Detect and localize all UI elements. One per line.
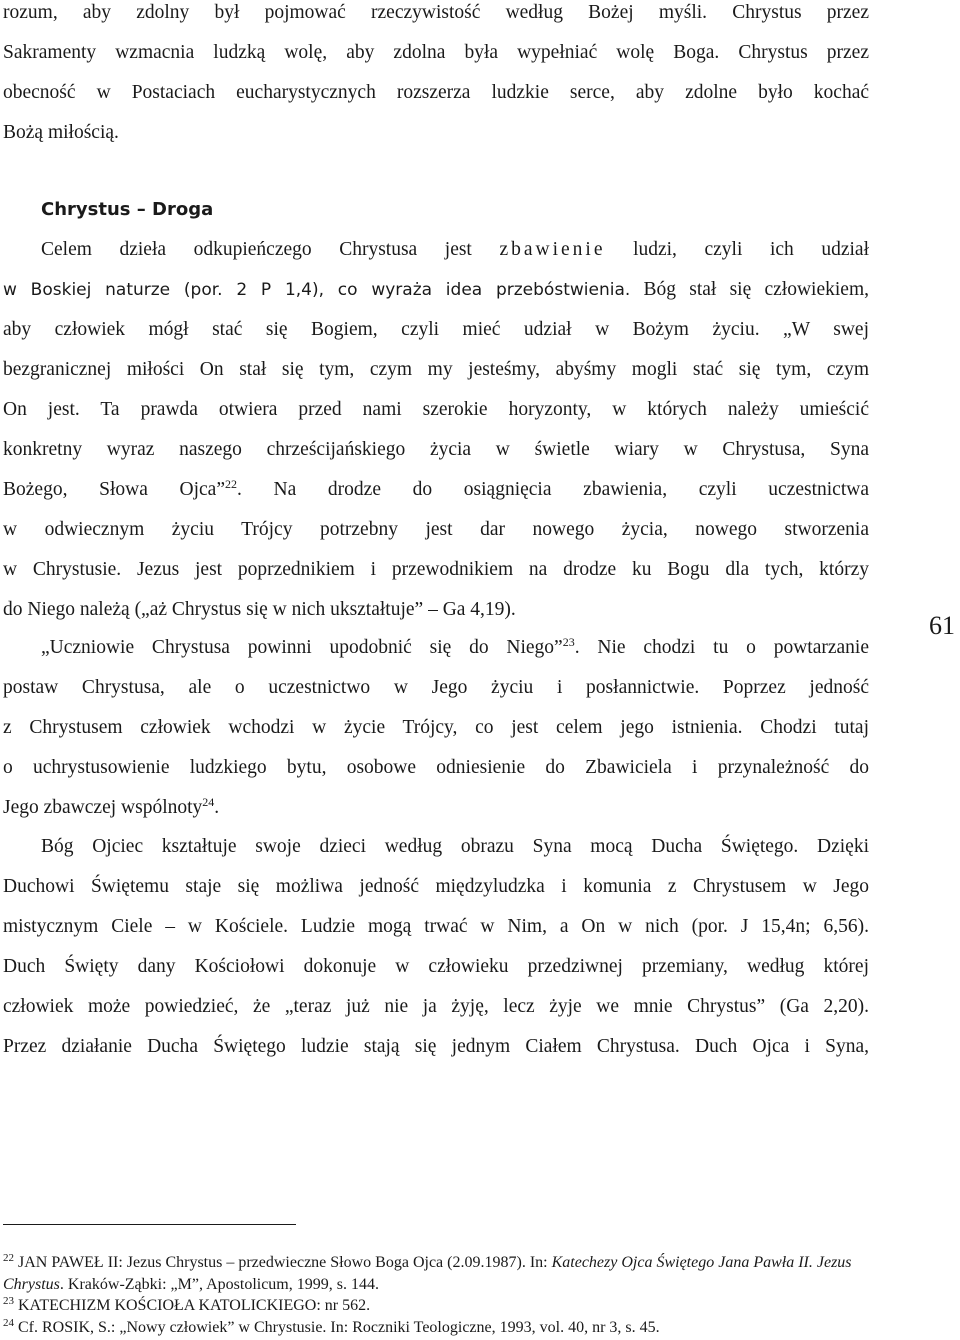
text-span: Celem dzieła odkupieńczego Chrystusa jest	[41, 239, 472, 260]
footnote-ref[interactable]: 24	[202, 794, 215, 809]
text-line: rozum, aby zdolny był pojmować rzeczywistość według Bożej myśli. Chrystus przez	[3, 2, 869, 23]
spaced-emphasis: zbawienie	[499, 239, 606, 260]
footnote-text: JAN PAWEŁ II: Jezus Chrystus – przedwieczne Słowo Boga Ojca (2.09.1987). In:	[18, 1254, 552, 1271]
text-line: postaw Chrystusa, ale o uczestnictwo w Jego życiu i posłannictwie. Poprzez jedność	[3, 677, 869, 698]
page-number: 61	[929, 611, 955, 640]
section-heading: Chrystus – Droga	[41, 199, 214, 220]
text-line: Bóg Ojciec kształtuje swoje dzieci według obrazu Syna mocą Ducha Świętego. Dzięki	[41, 836, 869, 857]
footnotes	[3, 1252, 883, 1338]
paragraph-uczniowie	[3, 628, 869, 828]
footnote-22	[3, 1252, 883, 1295]
text-line: Sakramenty wzmacnia ludzką wolę, aby zdolna była wypełniać wolę Boga. Chrystus przez	[3, 42, 869, 63]
text-span: . Na drodze do osiągnięcia zbawienia, czyli uczestnictwa	[236, 479, 869, 500]
text-line: w odwiecznym życiu Trójcy potrzebny jest dar nowego życia, nowego stworzenia	[3, 519, 869, 540]
footnote-ref[interactable]: 22	[224, 476, 237, 491]
text-line	[3, 628, 869, 668]
text-line: z Chrystusem człowiek wchodzi w życie Trójcy, co jest celem jego istnienia. Chodzi tutaj	[3, 717, 869, 738]
text-line: obecność w Postaciach eucharystycznych rozszerza ludzkie serce, aby zdolne było kochać	[3, 82, 869, 103]
footnote-text: KATECHIZM KOŚCIOŁA KATOLICKIEGO: nr 562.	[18, 1297, 371, 1314]
text-line: człowiek może powiedzieć, że „teraz już nie ja żyję, lecz żyje we mnie Chrystus” (Ga 2,20).	[3, 996, 869, 1017]
text-line: Przez działanie Ducha Świętego ludzie stają się jednym Ciałem Chrystusa. Duch Ojca i Syna,	[3, 1036, 869, 1057]
footnote-number: 22	[3, 1251, 14, 1264]
text-span: . Nie chodzi tu o powtarzanie	[574, 637, 869, 658]
text-span: Bóg stał się człowiekiem,	[630, 279, 869, 300]
text-line: Duchowi Świętemu staje się możliwa jedność międzyludzka i komunia z Chrystusem w Jego	[3, 876, 869, 897]
text-line: Duch Święty dany Kościołowi dokonuje w człowieku przedziwnej przemiany, według której	[3, 956, 869, 977]
text-line: do Niego należą („aż Chrystus się w nich ukształtuje” – Ga 4,19).	[3, 599, 516, 620]
footnote-text: . Kraków-Ząbki: „M”, Apostolicum, 1999, s. 144.	[59, 1275, 379, 1293]
footnote-number: 23	[3, 1294, 14, 1307]
footnote-23	[3, 1295, 883, 1317]
text-line: mistycznym Ciele – w Kościele. Ludzie mogą trwać w Nim, a On w nich (por. J 15,4n; 6,56).	[3, 916, 869, 937]
text-line: o uchrystusowienie ludzkiego bytu, osobowe odniesienie do Zbawiciela i przynależność do	[3, 757, 869, 778]
text-line	[3, 230, 869, 270]
paragraph-chrystus-droga	[3, 230, 869, 630]
text-span: Bożego, Słowa Ojca”	[3, 479, 225, 500]
text-line: bezgranicznej miłości On stał się tym, czym my jesteśmy, abyśmy mogli stać się tym, czym	[3, 359, 869, 380]
text-span: .	[214, 797, 220, 818]
footnote-ref[interactable]: 23	[562, 634, 575, 649]
text-span: Jego zbawczej wspólnoty	[3, 797, 203, 818]
footnote-24	[3, 1317, 883, 1339]
text-line: Bożą miłością.	[3, 122, 119, 143]
paragraph-intro	[3, 0, 869, 153]
text-line: aby człowiek mógł stać się Bogiem, czyli mieć udział w Bożym życiu. „W swej	[3, 319, 869, 340]
text-span: ludzi, czyli ich udział	[633, 239, 870, 260]
text-line	[3, 270, 869, 310]
text-line	[3, 470, 869, 510]
text-line: konkretny wyraz naszego chrześcijańskiego życia w świetle wiary w Chrystusa, Syna	[3, 439, 869, 460]
footnote-separator	[3, 1224, 296, 1225]
footnote-title-italic: Katechezy Ojca Świętego Jana Pawła II. Jezus Chrystus	[3, 1254, 852, 1293]
paragraph-bog-ojciec	[3, 827, 869, 1067]
text-line: On jest. Ta prawda otwiera przed nami szerokie horyzonty, w których należy umieścić	[3, 399, 869, 420]
text-line: w Chrystusie. Jezus jest poprzednikiem i przewodnikiem na drodze ku Bogu dla tych, którzy	[3, 559, 869, 580]
text-line	[3, 788, 869, 828]
text-span: „Uczniowie Chrystusa powinni upodobnić się do Niego”	[41, 637, 563, 658]
footnote-number: 24	[3, 1316, 14, 1329]
text-span-sans: w Boskiej naturze (por. 2 P 1,4), co wyraża idea przebóstwienia.	[3, 280, 631, 300]
footnote-text: Cf. ROSIK, S.: „Nowy człowiek” w Chrystusie. In: Roczniki Teologiczne, 1993, vol. 40, nr 3, s. 45.	[18, 1318, 660, 1336]
